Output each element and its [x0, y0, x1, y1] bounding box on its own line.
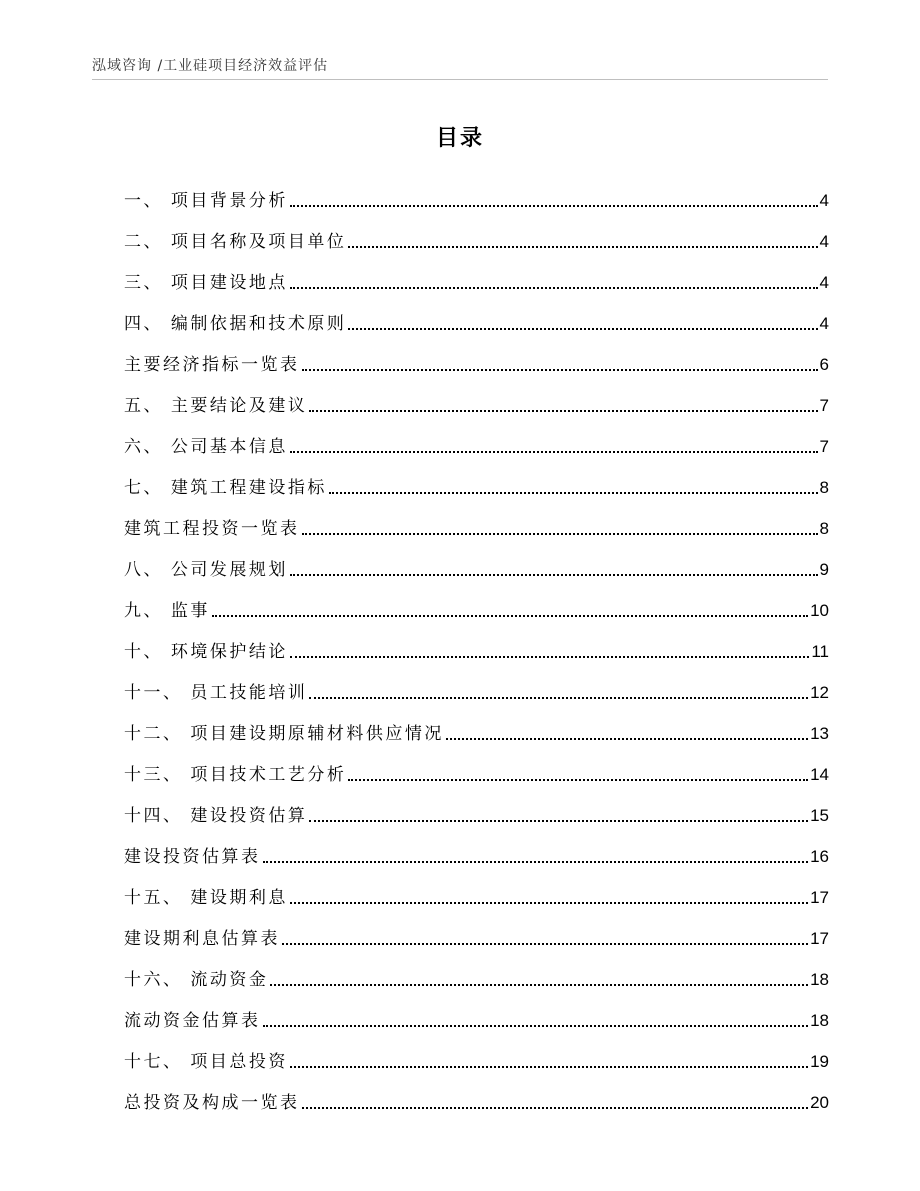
- toc-entry-page-number: 7: [819, 437, 829, 456]
- toc-entry-label: 总投资及构成一览表: [124, 1093, 300, 1113]
- toc-entry-label: 十五、 建设期利息: [124, 888, 288, 908]
- toc-entry[interactable]: [124, 867, 829, 908]
- toc-dot-leader: [348, 328, 817, 330]
- toc-entry-page-number: 4: [819, 232, 829, 251]
- toc-entry[interactable]: [124, 457, 829, 498]
- toc-entry-label: 七、 建筑工程建设指标: [124, 478, 327, 498]
- table-of-contents: [124, 170, 829, 1113]
- toc-entry-page-number: 10: [810, 601, 829, 620]
- toc-entry[interactable]: [124, 703, 829, 744]
- toc-entry-label: 流动资金估算表: [124, 1011, 261, 1031]
- toc-entry[interactable]: [124, 990, 829, 1031]
- toc-dot-leader: [282, 943, 808, 945]
- toc-entry[interactable]: [124, 498, 829, 539]
- toc-entry-page-number: 6: [819, 355, 829, 374]
- toc-dot-leader: [290, 1066, 808, 1068]
- toc-entry[interactable]: [124, 744, 829, 785]
- toc-entry-page-number: 20: [810, 1093, 829, 1112]
- toc-entry[interactable]: [124, 252, 829, 293]
- toc-entry-page-number: 13: [810, 724, 829, 743]
- toc-dot-leader: [263, 1025, 809, 1027]
- toc-entry-label: 建设期利息估算表: [124, 929, 280, 949]
- toc-dot-leader: [290, 287, 818, 289]
- toc-entry-page-number: 8: [819, 478, 829, 497]
- toc-entry-label: 九、 监事: [124, 601, 210, 621]
- toc-entry-label: 三、 项目建设地点: [124, 273, 288, 293]
- toc-dot-leader: [290, 574, 818, 576]
- toc-dot-leader: [302, 533, 818, 535]
- toc-entry-page-number: 4: [819, 273, 829, 292]
- toc-entry-label: 五、 主要结论及建议: [124, 396, 308, 416]
- toc-dot-leader: [290, 902, 808, 904]
- toc-entry-page-number: 15: [810, 806, 829, 825]
- toc-dot-leader: [290, 451, 818, 453]
- toc-dot-leader: [290, 205, 818, 207]
- toc-entry-label: 一、 项目背景分析: [124, 191, 288, 211]
- toc-dot-leader: [263, 861, 809, 863]
- toc-dot-leader: [348, 246, 817, 248]
- toc-entry[interactable]: [124, 211, 829, 252]
- toc-entry[interactable]: [124, 375, 829, 416]
- toc-entry-label: 十一、 员工技能培训: [124, 683, 308, 703]
- toc-entry[interactable]: [124, 1031, 829, 1072]
- toc-entry-label: 六、 公司基本信息: [124, 437, 288, 457]
- toc-entry-page-number: 14: [810, 765, 829, 784]
- header-rule: [92, 79, 828, 80]
- toc-entry[interactable]: [124, 826, 829, 867]
- toc-dot-leader: [270, 984, 808, 986]
- toc-entry[interactable]: [124, 662, 829, 703]
- toc-entry-page-number: 4: [819, 191, 829, 210]
- toc-entry-label: 十六、 流动资金: [124, 970, 269, 990]
- toc-entry-page-number: 19: [810, 1052, 829, 1071]
- toc-entry-label: 主要经济指标一览表: [124, 355, 300, 375]
- toc-entry[interactable]: [124, 580, 829, 621]
- toc-dot-leader: [329, 492, 818, 494]
- toc-dot-leader: [302, 369, 818, 371]
- toc-entry-page-number: 7: [819, 396, 829, 415]
- toc-entry-label: 建筑工程投资一览表: [124, 519, 300, 539]
- toc-entry-page-number: 17: [810, 888, 829, 907]
- toc-dot-leader: [309, 410, 817, 412]
- toc-entry-page-number: 18: [810, 970, 829, 989]
- toc-entry[interactable]: [124, 334, 829, 375]
- toc-dot-leader: [348, 779, 808, 781]
- toc-entry-page-number: 16: [810, 847, 829, 866]
- toc-entry[interactable]: [124, 1072, 829, 1113]
- toc-dot-leader: [290, 656, 809, 658]
- toc-dot-leader: [309, 697, 808, 699]
- toc-entry-label: 十、 环境保护结论: [124, 642, 288, 662]
- toc-entry-page-number: 4: [819, 314, 829, 333]
- toc-entry[interactable]: [124, 416, 829, 457]
- toc-dot-leader: [302, 1107, 809, 1109]
- toc-entry-label: 十七、 项目总投资: [124, 1052, 288, 1072]
- toc-entry[interactable]: [124, 539, 829, 580]
- toc-entry-page-number: 12: [810, 683, 829, 702]
- toc-entry-label: 建设投资估算表: [124, 847, 261, 867]
- toc-entry[interactable]: [124, 908, 829, 949]
- toc-dot-leader: [212, 615, 808, 617]
- toc-entry-label: 十四、 建设投资估算: [124, 806, 308, 826]
- toc-entry-label: 十二、 项目建设期原辅材料供应情况: [124, 724, 444, 744]
- page-header: 泓域咨询 /工业硅项目经济效益评估: [92, 58, 329, 74]
- toc-entry-page-number: 11: [811, 642, 829, 661]
- page-title: 目录: [435, 126, 484, 151]
- toc-entry-page-number: 17: [810, 929, 829, 948]
- toc-dot-leader: [446, 738, 808, 740]
- toc-entry-label: 四、 编制依据和技术原则: [124, 314, 347, 334]
- toc-entry[interactable]: [124, 170, 829, 211]
- toc-entry-page-number: 8: [819, 519, 829, 538]
- toc-dot-leader: [309, 820, 808, 822]
- toc-entry[interactable]: [124, 785, 829, 826]
- toc-entry[interactable]: [124, 621, 829, 662]
- toc-entry[interactable]: [124, 949, 829, 990]
- toc-entry-page-number: 18: [810, 1011, 829, 1030]
- toc-entry-label: 二、 项目名称及项目单位: [124, 232, 347, 252]
- toc-entry-label: 十三、 项目技术工艺分析: [124, 765, 347, 785]
- toc-entry-label: 八、 公司发展规划: [124, 560, 288, 580]
- toc-entry-page-number: 9: [819, 560, 829, 579]
- toc-entry[interactable]: [124, 293, 829, 334]
